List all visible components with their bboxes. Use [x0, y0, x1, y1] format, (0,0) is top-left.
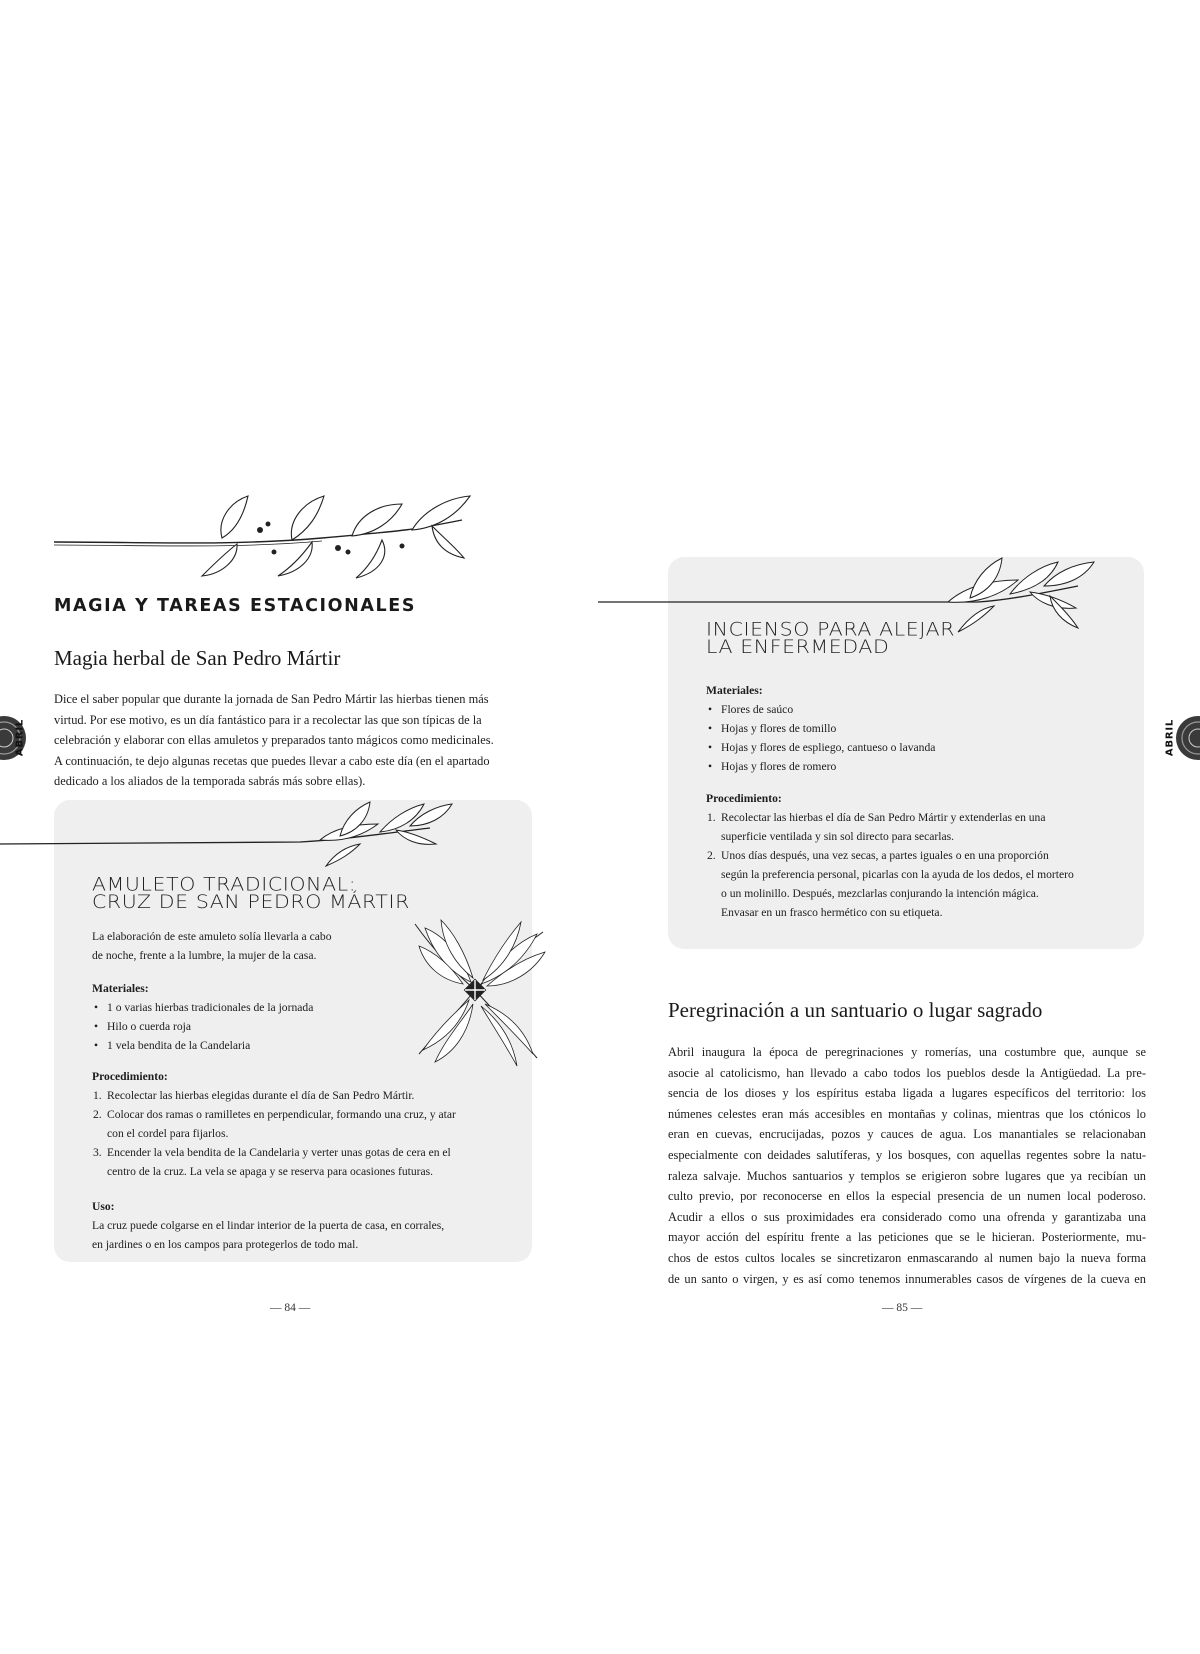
text-line: Colocar dos ramas o ramilletes en perpendicular, formando una cruz, y atar [107, 1108, 456, 1121]
text-line: A continuación, te dejo algunas recetas que puedes llevar a cabo este día (en el apartado [54, 753, 490, 768]
procedure-list [92, 1086, 502, 1181]
list-item: • Flores de saúco [706, 700, 1106, 719]
step-number: 2. [707, 849, 716, 862]
intro-paragraph [54, 689, 530, 792]
title-line: LA ENFERMEDAD [706, 635, 890, 658]
text-line: celebración y elaborar con ellas amuletos y preparados tanto mágicos como medicinales. [54, 733, 494, 748]
amulet-intro [92, 927, 422, 965]
page-number-right: — 85 — [882, 1302, 923, 1314]
step-number: 3. [93, 1146, 102, 1159]
amulet-materials [92, 982, 422, 1055]
text-line: La elaboración de este amuleto solía llevarla a cabo [92, 930, 332, 943]
text-line: culto previo, por reconocerse en ellos la especial presencia de un numen local poderoso. [668, 1189, 1146, 1204]
floral-branch-illustration [52, 490, 472, 580]
text-line: virtud. Por ese motivo, es un día fantástico para ir a recolectar las que son típicas de la [54, 712, 482, 727]
list-item [706, 846, 1126, 922]
text-line: Abril inaugura la época de peregrinaciones y romerías, una costumbre que, aunque se [668, 1045, 1146, 1059]
title-line: CRUZ DE SAN PEDRO MÁRTIR [92, 890, 410, 913]
list-item: • 1 o varias hierbas tradicionales de la jornada [92, 998, 422, 1017]
text-line: según la preferencia personal, picarlas con la ayuda de los dedos, el mortero [721, 868, 1074, 881]
procedure-label: Procedimiento: [92, 1070, 168, 1083]
text-line: Recolectar las hierbas elegidas durante el día de San Pedro Mártir. [107, 1089, 415, 1102]
text-line: dedicado a los aliados de la temporada sabrás más sobre ellas). [54, 774, 366, 789]
list-item: • Hojas y flores de tomillo [706, 719, 1106, 738]
text-line: centro de la cruz. La vela se apaga y se reserva para ocasiones futuras. [107, 1165, 434, 1178]
procedure-label: Procedimiento: [706, 792, 782, 805]
list-item [92, 1086, 502, 1105]
incense-materials [706, 684, 1106, 776]
text-line: raleza salvaje. Muchos santuarios y templos se erigieron sobre lugares que ya recibían un [668, 1168, 1146, 1183]
title-line: INCIENSO PARA ALEJAR [706, 618, 956, 641]
list-item: • 1 vela bendita de la Candelaria [92, 1036, 422, 1055]
page-number-left: — 84 — [270, 1302, 311, 1314]
materials-list [706, 700, 1106, 776]
text-line: númenes celestes eran más accesibles en montañas y colinas, mientras que los ctónicos lo [668, 1106, 1146, 1121]
text-line: en jardines o en los campos para protegerlos de todo mal. [92, 1238, 359, 1251]
text-line: Dice el saber popular que durante la jornada de San Pedro Mártir las hierbas tienen más [54, 692, 489, 706]
list-item [706, 808, 1126, 846]
text-line: de noche, frente a la lumbre, la mujer de la casa. [92, 949, 317, 962]
text-line: mayor acción del espíritu frente a las peticiones que se le hicieran. Posteriormente, mu- [668, 1230, 1146, 1245]
subtitle-san-pedro: Magia herbal de San Pedro Mártir [54, 646, 341, 670]
use-label: Uso: [92, 1200, 115, 1213]
materials-label: Materiales: [92, 982, 149, 995]
side-tab-left [0, 700, 36, 780]
side-tab-label: ABRIL [14, 718, 26, 757]
text-line: Unos días después, una vez secas, a partes iguales o en una proporción [721, 849, 1049, 862]
text-line: superficie ventilada y sin sol directo para secarlas. [721, 830, 955, 843]
materials-list [92, 998, 422, 1055]
text-line: sencia de los dioses y los espíritus estaba ligada a lugares específicos del territorio: los [668, 1086, 1146, 1101]
amulet-procedure [92, 1070, 502, 1181]
procedure-list [706, 808, 1126, 922]
title-line: AMULETO TRADICIONAL: [92, 873, 357, 896]
text-line: eran en cuevas, encrucijadas, pozos y cauces de agua. Los manantiales se relacionaban [668, 1127, 1146, 1142]
subtitle-peregrinacion: Peregrinación a un santuario o lugar sagrado [668, 998, 1043, 1022]
text-line: Encender la vela bendita de la Candelaria y verter unas gotas de cera en el [107, 1146, 451, 1159]
text-line: o un molinillo. Después, mezclarlas conjurando la intención mágica. [721, 887, 1039, 900]
list-item: • Hilo o cuerda roja [92, 1017, 422, 1036]
list-item [92, 1105, 502, 1143]
text-line: Envasar en un frasco hermético con su etiqueta. [721, 906, 943, 919]
pilgrimage-paragraph [668, 1042, 1146, 1289]
materials-label: Materiales: [706, 684, 763, 697]
incense-procedure [706, 792, 1126, 922]
section-heading: MAGIA Y TAREAS ESTACIONALES [54, 596, 417, 616]
text-line: chos de estos cultos locales se sincretizaron enmascarando al numen bajo la nueva forma [668, 1250, 1146, 1265]
text-line: Acudir a ellos o sus proximidades era considerado como una ofrenda y garantizaba una [668, 1209, 1146, 1224]
amulet-use [92, 1200, 502, 1254]
text-line: especialmente con deidades salutíferas, y los bosques, con aquellas regentes sobre la natu- [668, 1147, 1146, 1162]
text-line: de un santo o virgen, y es así como tenemos innumerables casos de vírgenes de la cueva en [668, 1271, 1146, 1286]
step-number: 1. [707, 811, 716, 824]
leafy-branch-illustration [0, 800, 470, 870]
step-number: 2. [93, 1108, 102, 1121]
amulet-box-title [92, 873, 410, 913]
list-item: • Hojas y flores de romero [706, 757, 1106, 776]
incense-box-title [706, 618, 956, 658]
text-line: con el cordel para fijarlos. [107, 1127, 229, 1140]
list-item: • Hojas y flores de espliego, cantueso o lavanda [706, 738, 1106, 757]
text-line: Recolectar las hierbas el día de San Pedro Mártir y extenderlas en una [721, 811, 1046, 824]
text-line: La cruz puede colgarse en el lindar interior de la puerta de casa, en corrales, [92, 1219, 445, 1232]
rosemary-cross-illustration [405, 912, 555, 1072]
list-item [92, 1143, 502, 1181]
side-tab-label: ABRIL [1164, 718, 1176, 757]
step-number: 1. [93, 1089, 102, 1102]
text-line: asocie al catolicismo, han llevado a cabo todos los pueblos desde la Antigüedad. La pre- [668, 1065, 1146, 1080]
side-tab-right [1164, 700, 1200, 780]
